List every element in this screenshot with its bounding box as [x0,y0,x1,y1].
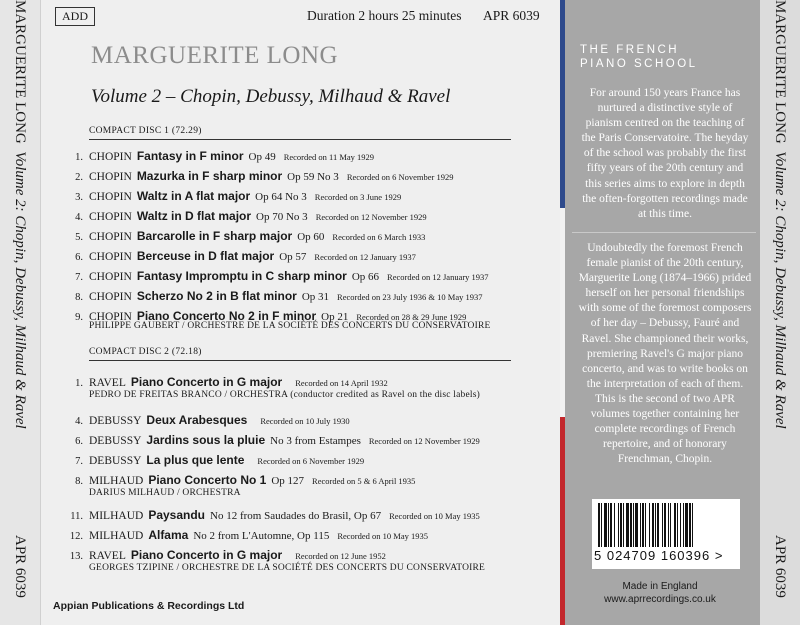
track-row [61,508,561,522]
artist-bio-paragraph: Undoubtedly the foremost French female pianist of the 20th century, Marguerite Long (1874–1966) prided herself on her personal friendships with some of the foremost composers of her day – Debussy, Fauré and Ravel. She championed their works, premiering Ravel's G major piano concerto, and was to write books on the interpretation of each of them. This is the second of two APR volumes together containing her complete recordings of French repertoire, and of honorary Frenchman, Chopin. [578,242,752,466]
series-intro-paragraph: For around 150 years France has nurtured a distinctive style of pianism centred on the teaching of the Paris Conservatoire. The heyday of the school was probably the first fifty years of the 20th century and this series aims to explore in depth the often-forgotten recordings made at this time. [581,87,749,220]
track-opus: Op 60 [297,231,325,243]
track-title: Waltz in A flat major [136,189,251,203]
artist-title: MARGUERITE LONG [91,42,339,69]
publisher-name: Appian Publications & Recordings Ltd [53,600,245,612]
track-row [61,528,561,542]
track-number: 4. [75,212,83,223]
disc2-credit-3: GEORGES TZIPINE / ORCHESTRE DE LA SOCIÉTÉ DES CONCERTS DU CONSERVATOIRE [89,563,486,573]
track-composer: RAVEL [89,377,126,389]
track-title: Mazurka in F sharp minor [136,169,283,183]
barcode-bar [670,503,671,547]
track-title: Alfama [148,528,189,542]
track-recorded: Recorded on 5 & 6 April 1935 [312,476,416,486]
barcode-bar [680,503,681,547]
disc1-credit: PHILIPPE GAUBERT / ORCHESTRE DE LA SOCIÉTÉ DES CONCERTS DU CONSERVATOIRE [89,321,491,331]
track-row [61,289,561,303]
right-spine [760,0,800,625]
track-composer: CHOPIN [89,171,132,183]
made-in-text: Made in England [622,581,698,592]
track-row [61,229,561,243]
disc1-rule [89,139,511,140]
track-recorded: Recorded on 14 April 1932 [295,378,388,388]
barcode-bar [692,503,693,547]
track-title: Berceuse in D flat major [136,249,275,263]
track-number: 11. [70,511,83,522]
barcode-bar [677,503,678,547]
series-title-line2: PIANO SCHOOL [580,58,698,70]
track-recorded: Recorded on 28 & 29 June 1929 [356,312,467,322]
stripe-white [560,208,565,417]
barcode-bar [623,503,624,547]
track-title: Fantasy Impromptu in C sharp minor [136,269,347,283]
track-recorded: Recorded on 10 July 1930 [260,416,350,426]
panel-divider [572,232,756,233]
spine-artist: MARGUERITE LONG [772,0,788,144]
right-spine-code: APR 6039 [772,535,788,598]
track-number: 2. [75,172,83,183]
track-composer: CHOPIN [89,211,132,223]
disc2-credit-2: DARIUS MILHAUD / ORCHESTRA [89,488,241,498]
track-row [61,209,561,223]
series-title-line1: THE FRENCH [580,44,680,56]
duration-text: Duration 2 hours 25 minutes [307,8,462,23]
track-composer: CHOPIN [89,311,132,323]
track-opus: Op 31 [301,291,330,303]
left-spine-code: APR 6039 [12,535,28,598]
track-recorded: Recorded on 10 May 1935 [337,531,428,541]
barcode-bar [630,503,632,547]
track-opus: Op 66 [351,271,380,283]
track-title: Piano Concerto in G major [130,548,283,562]
track-row [61,375,561,389]
barcode-bar [635,503,638,547]
track-composer: DEBUSSY [89,455,142,467]
track-row [61,473,561,487]
track-composer: MILHAUD [89,530,144,542]
track-number: 8. [75,292,83,303]
track-composer: MILHAUD [89,475,144,487]
track-number: 4. [75,416,83,427]
track-composer: DEBUSSY [89,415,142,427]
track-number: 8. [75,476,83,487]
track-number: 6. [75,252,83,263]
disc1-heading: COMPACT DISC 1 (72.29) [89,126,202,136]
track-recorded: Recorded on 6 March 1933 [332,232,426,242]
track-row [61,169,561,183]
made-in-block [560,580,760,606]
track-recorded: Recorded on 12 November 1929 [315,212,427,222]
track-composer: CHOPIN [89,151,132,163]
tracklist-panel [40,0,560,625]
track-title: Deux Arabesques [146,413,248,427]
track-composer: DEBUSSY [89,435,142,447]
track-title: La plus que lente [146,453,245,467]
barcode-bar [674,503,676,547]
track-opus: No 12 from Saudades do Brasil, Op 67 [210,510,382,522]
stripe-blue [560,0,565,208]
barcode-bars [596,503,736,549]
track-opus: Op 127 [271,475,305,487]
track-number: 9. [75,312,83,323]
barcode-bar [604,503,607,547]
barcode-bar [649,503,650,547]
track-opus: Op 59 No 3 [287,171,339,183]
barcode-bar [657,503,659,547]
barcode-bar [626,503,629,547]
track-title: Piano Concerto No 1 [148,473,267,487]
track-row [61,453,561,467]
track-opus: Op 49 [248,151,276,163]
catalogue-code: APR 6039 [483,8,540,23]
track-title: Piano Concerto No 2 in F minor [136,309,317,323]
barcode-bar [618,503,619,547]
track-title: Fantasy in F minor [136,149,244,163]
track-title: Paysandu [148,508,206,522]
track-composer: CHOPIN [89,291,132,303]
track-opus: Op 21 [321,311,349,323]
barcode-bar [640,503,641,547]
barcode-bar [655,503,656,547]
track-opus: No 2 from L'Automne, Op 115 [193,530,330,542]
series-title [580,43,698,71]
tricolour-stripe [560,0,565,625]
disc2-rule [89,360,511,361]
barcode-bar [645,503,646,547]
barcode-bar [598,503,600,547]
barcode-bar [683,503,684,547]
track-row [61,189,561,203]
volume-subtitle: Volume 2 – Chopin, Debussy, Milhaud & Ravel [91,86,451,107]
barcode-bar [668,503,669,547]
add-badge: ADD [55,7,95,26]
track-recorded: Recorded on 23 July 1936 & 10 May 1937 [337,292,483,302]
track-composer: CHOPIN [89,191,132,203]
track-number: 7. [75,456,83,467]
track-title: Barcarolle in F sharp major [136,229,293,243]
track-composer: MILHAUD [89,510,144,522]
track-number: 7. [75,272,83,283]
barcode-bar [662,503,663,547]
track-recorded: Recorded on 6 November 1929 [257,456,365,466]
barcode-bar [633,503,634,547]
track-row [61,269,561,283]
barcode [592,499,740,569]
spine-volume: Volume 2: Chopin, Debussy, Milhaud & Ravel [772,151,788,429]
track-recorded: Recorded on 12 January 1937 [387,272,489,282]
track-number: 12. [69,531,83,542]
track-row [61,149,561,163]
left-spine [0,0,40,625]
track-composer: RAVEL [89,550,126,562]
track-title: Piano Concerto in G major [130,375,283,389]
track-number: 3. [75,192,83,203]
track-title: Scherzo No 2 in B flat minor [136,289,297,303]
track-recorded: Recorded on 3 June 1929 [314,192,402,202]
track-opus: Op 64 No 3 [255,191,307,203]
disc2-credit-1: PEDRO DE FREITAS BRANCO / ORCHESTRA (conductor credited as Ravel on the disc labels) [89,390,480,400]
track-number: 6. [75,436,83,447]
track-recorded: Recorded on 12 June 1952 [295,551,386,561]
barcode-bar [614,503,615,547]
track-recorded: Recorded on 11 May 1929 [283,152,375,162]
spine-volume: Volume 2: Chopin, Debussy, Milhaud & Ravel [12,151,28,429]
barcode-bar [642,503,644,547]
track-recorded: Recorded on 6 November 1929 [346,172,454,182]
track-opus: Op 70 No 3 [256,211,308,223]
track-composer: CHOPIN [89,231,132,243]
track-title: Jardins sous la pluie [146,433,266,447]
right-spine-title [771,0,788,429]
barcode-number: 5 024709 160396 > [594,548,724,563]
track-row [61,548,561,562]
track-recorded: Recorded on 12 November 1929 [368,436,480,446]
track-composer: CHOPIN [89,251,132,263]
barcode-bar [689,503,691,547]
barcode-bar [685,503,688,547]
track-composer: CHOPIN [89,271,132,283]
spine-artist: MARGUERITE LONG [12,0,28,144]
track-row [61,249,561,263]
track-recorded: Recorded on 12 January 1937 [314,252,416,262]
track-row [61,433,561,447]
track-recorded: Recorded on 10 May 1935 [389,511,480,521]
track-row [61,413,561,427]
track-number: 5. [75,232,83,243]
track-number: 1. [75,378,83,389]
barcode-bar [610,503,612,547]
barcode-bar [601,503,602,547]
track-opus: Op 57 [279,251,307,263]
barcode-bar [608,503,609,547]
track-number: 1. [75,152,83,163]
track-number: 13. [69,551,83,562]
left-spine-title [11,0,28,429]
track-opus: No 3 from Estampes [270,435,361,447]
barcode-bar [652,503,654,547]
barcode-bar [620,503,622,547]
track-title: Waltz in D flat major [136,209,252,223]
barcode-bar [664,503,666,547]
disc2-heading: COMPACT DISC 2 (72.18) [89,347,202,357]
website-link[interactable]: www.aprrecordings.co.uk [604,594,716,605]
